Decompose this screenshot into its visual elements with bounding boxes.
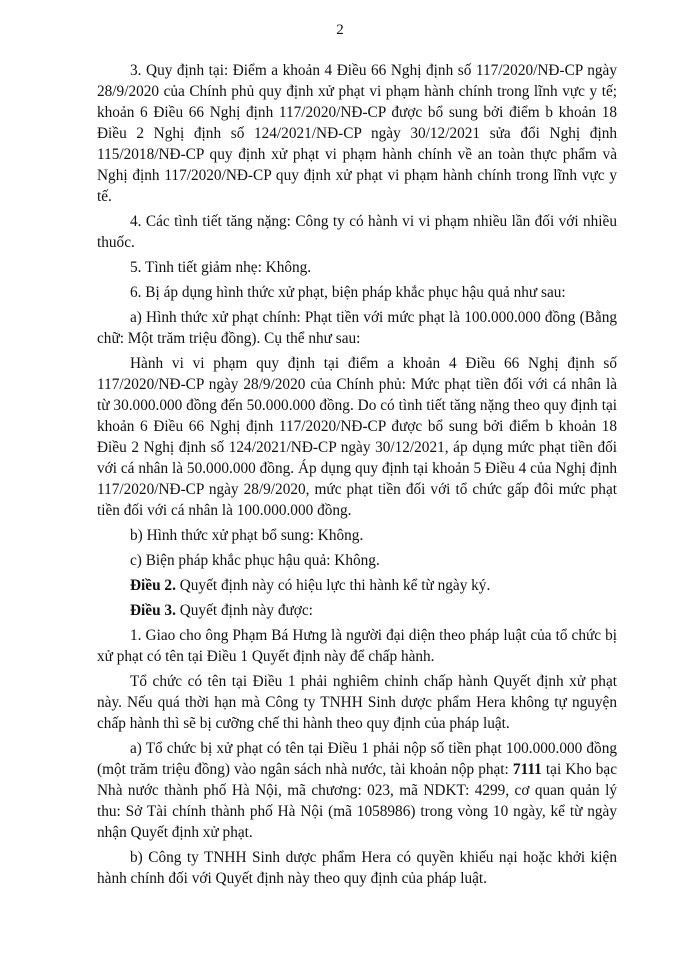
article-3-text: Quyết định này được: bbox=[175, 602, 313, 619]
paragraph-a-payment bbox=[97, 738, 617, 843]
article-2-text: Quyết định này có hiệu lực thi hành kể từ ngày ký. bbox=[175, 577, 491, 594]
paragraph-compliance: Tổ chức có tên tại Điều 1 phải nghiêm chỉnh chấp hành Quyết định xử phạt này. Nếu quá thời hạn mà Công ty TNHH Sinh dược phẩm Hera không tự nguyện chấp hành thì sẽ bị cưỡng chế thi hành theo quy định của pháp luật. bbox=[97, 673, 617, 732]
page-number: 2 bbox=[336, 22, 344, 38]
paragraph-3-regulation: 3. Quy định tại: Điểm a khoản 4 Điều 66 Nghị định số 117/2020/NĐ-CP ngày 28/9/2020 của Chính phủ quy định xử phạt vi phạm hành chính trong lĩnh vực y tế; khoản 6 Điều 66 Nghị định 117/2020/NĐ-CP được bổ sung bởi điểm b khoản 18 Điều 2 Nghị định số 124/2021/NĐ-CP ngày 30/12/2021 sửa đổi Nghị định 115/2018/NĐ-CP quy định xử phạt vi phạm hành chính về an toàn thực phẩm và Nghị định 117/2020/NĐ-CP quy định xử phạt vi phạm hành chính trong lĩnh vực y tế. bbox=[97, 62, 617, 205]
paragraph-5-mitigating: 5. Tình tiết giảm nhẹ: Không. bbox=[130, 259, 312, 276]
paragraph-b-complaint-right: b) Công ty TNHH Sinh dược phẩm Hera có quyền khiếu nại hoặc khởi kiện hành chính đối với Quyết định này theo quy định của pháp luật. bbox=[97, 849, 617, 887]
payment-text: a) Tổ chức bị xử phạt có tên tại Điều 1 phải nộp số tiền phạt 100.000.000 đồng (một trăm triệu đồng) vào ngân sách nhà nước, tài khoản nộp phạt: bbox=[97, 740, 617, 778]
paragraph-6b-additional-penalty: b) Hình thức xử phạt bổ sung: Không. bbox=[130, 527, 364, 544]
paragraph-3-1-assignment: 1. Giao cho ông Phạm Bá Hưng là người đại diện theo pháp luật của tổ chức bị xử phạt có tên tại Điều 1 Quyết định này để chấp hành. bbox=[97, 627, 617, 665]
paragraph-6a-main-penalty: a) Hình thức xử phạt chính: Phạt tiền với mức phạt là 100.000.000 đồng (Bằng chữ: Một trăm triệu đồng). Cụ thể như sau: bbox=[97, 309, 617, 347]
document-body bbox=[97, 60, 617, 893]
paragraph-4-aggravating: 4. Các tình tiết tăng nặng: Công ty có hành vi vi phạm nhiều lần đối với nhiều thuốc. bbox=[97, 213, 617, 251]
paragraph-violation-detail: Hành vi vi phạm quy định tại điểm a khoản 4 Điều 66 Nghị định số 117/2020/NĐ-CP ngày 28/9/2020 của Chính phủ: Mức phạt tiền đối với cá nhân là từ 30.000.000 đồng đến 50.000.000 đồng. Do có tình tiết tăng nặng theo quy định tại khoản 6 Điều 66 Nghị định 117/2020/NĐ-CP được bổ sung bởi điểm b khoản 18 Điều 2 Nghị định số 124/2021/NĐ-CP ngày 30/12/2021, áp dụng mức phạt tiền đối với cá nhân là 50.000.000 đồng. Áp dụng quy định tại khoản 5 Điều 4 của Nghị định 117/2020/NĐ-CP ngày 28/9/2020, mức phạt tiền đối với tổ chức gấp đôi mức phạt tiền đối với cá nhân là 100.000.000 đồng. bbox=[97, 355, 617, 519]
article-3-heading: Điều 3. bbox=[130, 602, 176, 619]
article-3 bbox=[97, 600, 617, 621]
paragraph-6c-remedial-measures: c) Biện pháp khắc phục hậu quả: Không. bbox=[130, 552, 380, 569]
paragraph-6-penalty-forms: 6. Bị áp dụng hình thức xử phạt, biện pháp khắc phục hậu quả như sau: bbox=[130, 284, 566, 301]
article-2 bbox=[97, 575, 617, 596]
account-number: 7111 bbox=[512, 761, 542, 778]
payment-text-after: tại Kho bạc Nhà nước thành phố Hà Nội, mã chương: 023, mã NDKT: 4299, cơ quan quản lý thu: Sở Tài chính thành phố Hà Nội (mã 1058986) trong vòng 10 ngày, kể từ ngày nhận Quyết định xử phạt. bbox=[97, 761, 617, 841]
article-2-heading: Điều 2. bbox=[130, 577, 176, 594]
